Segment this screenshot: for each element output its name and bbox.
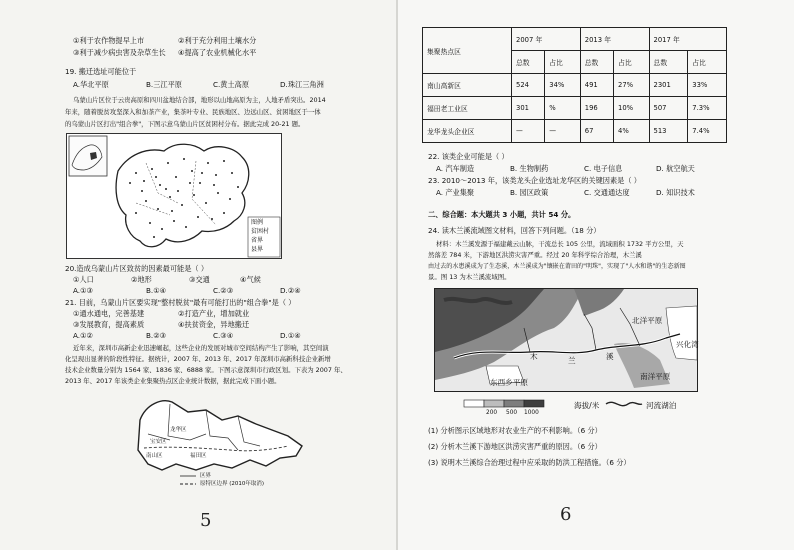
q19-option-d: D.珠江三角洲 [280, 80, 324, 89]
q22-option-b: B. 生物制药 [510, 164, 549, 173]
page-fold [396, 0, 398, 550]
q24-part-3: (3) 说明木兰溪综合治理过程中应采取的防洪工程措施。（6 分） [428, 458, 631, 467]
q23-option-a: A. 产业集聚 [436, 188, 475, 197]
table-row [423, 120, 727, 143]
q24-material-3: 由过去的水患溪成为了生态溪，木兰溪成为"镶嵌在莆田的"明珠"，实现了"人水和谐"的生态新图 [428, 263, 686, 270]
passage-shenzhen-2: 化呈现出显著的阶段性特征。据统计，2007 年、2013 年、2017 年深圳市高新科技企业新增 [65, 355, 331, 363]
q20-stem: 20.造成乌蒙山片区致贫的因素最可能是（ ） [65, 264, 209, 273]
map-label-futian: 福田区 [190, 453, 207, 459]
q21-stem: 21. 目前，乌蒙山片区要实现"整村脱贫"最有可能打出的"组合拳"是（ ） [65, 298, 296, 307]
table-cell: 4% [614, 120, 650, 143]
elevation-legend-unit: 海拔/米 [574, 401, 600, 410]
table-header-cell: 2007 年 [512, 28, 581, 51]
enterprise-cluster-table [422, 27, 727, 143]
q21-option-c: C.③④ [213, 331, 234, 340]
table-cell: — [512, 120, 545, 143]
q19-option-b: B.三江平原 [146, 80, 182, 89]
map-label-river-char-1: 木 [530, 352, 538, 361]
q18-option-4: ④提高了农业机械化水平 [178, 48, 257, 57]
table-cell: 33% [688, 74, 727, 97]
q22-option-a: A. 汽车制造 [436, 164, 475, 173]
elevation-tick-1000: 1000 [524, 410, 539, 416]
map-label-river-char-3: 溪 [606, 352, 614, 361]
table-cell: 34% [545, 74, 581, 97]
map-label-nanyang-plain: 南洋平原 [640, 372, 671, 381]
table-cell: 507 [649, 97, 688, 120]
table-header-cell: 集聚热点区 [423, 28, 512, 74]
map-legend-district-boundary: 区界 [200, 473, 212, 479]
map-label-beiyang-plain: 北洋平原 [632, 316, 663, 325]
q19-option-c: C.黄土高原 [213, 80, 250, 89]
table-row-label: 龙华龙头企业区 [423, 120, 512, 143]
passage-shenzhen-4: 2013 年、2017 年该类企业集聚热点区企业统计数据，据此完成下面小题。 [65, 377, 281, 385]
q22-option-c: C. 电子信息 [584, 164, 623, 173]
q21-option-b: B.②③ [146, 331, 167, 340]
map-label-xinghua-bay: 兴化湾 [676, 340, 699, 349]
q23-option-c: C. 交通通达度 [584, 188, 630, 197]
table-cell: 524 [512, 74, 545, 97]
river-lake-legend: 河流湖泊 [646, 401, 677, 410]
q20-option-d: D.②④ [280, 286, 301, 295]
q24-material-4: 景。图 13 为木兰溪流域图。 [428, 273, 511, 281]
table-subheader-cell: 占比 [614, 51, 650, 74]
q21-item-2: ②打造产业，增加就业 [178, 309, 250, 318]
section-heading: 二、综合题：本大题共 3 小题，共计 54 分。 [428, 210, 576, 219]
map-legend-special-zone-boundary: 原特区边界 (2010年取消) [200, 481, 265, 487]
q24-part-2: (2) 分析木兰溪下游地区洪涝灾害严重的原因。（6 分） [428, 442, 602, 451]
table-row-label: 福田老工业区 [423, 97, 512, 120]
table-subheader-cell: 总数 [512, 51, 545, 74]
elevation-tick-200: 200 [486, 410, 498, 416]
table-cell: % [545, 97, 581, 120]
map-legend-provincial-boundary: 省界 [251, 237, 264, 244]
q21-option-d: D.①④ [280, 331, 301, 340]
table-subheader-cell: 总数 [580, 51, 613, 74]
map-label-river-char-2: 兰 [568, 356, 576, 365]
q22-stem: 22. 该类企业可能是（ ） [428, 152, 509, 161]
passage-shenzhen-3: 技术企业数量分别为 1564 家、1836 家、6888 家。下图示意深圳市行政区划。下表为 2007 年、 [65, 366, 347, 374]
q23-stem: 23. 2010～2013 年，该类龙头企业选址龙华区的关键因素是（ ） [428, 176, 641, 185]
q20-option-b: B.①④ [146, 286, 167, 295]
q18-option-1: ①利于农作物提早上市 [73, 36, 145, 45]
page-number-right: 6 [560, 504, 572, 525]
table-subheader-cell: 占比 [688, 51, 727, 74]
q24-material-1: 材料：木兰溪发源于福建戴云山脉，干流总长 105 公里，流域面积 1732 平方公里，天 [436, 240, 684, 248]
q19-stem: 19. 搬迁选址可能位于 [65, 67, 137, 76]
table-header-row [423, 28, 727, 51]
q21-option-a: A.①② [73, 331, 93, 340]
table-cell: 491 [580, 74, 613, 97]
q20-option-c: C.②③ [213, 286, 234, 295]
q24-stem: 24. 读木兰溪流域图文材料，回答下列问题。（18 分） [428, 226, 601, 235]
q21-item-3: ③发展教育，提高素质 [73, 320, 145, 329]
table-cell: 7.4% [688, 120, 727, 143]
passage-wumeng-2: 年来，随着脱贫攻坚深入和加茶产业，集茶叶专业、民族地区、边远山区、贫困地区于一体 [65, 108, 321, 116]
passage-wumeng-1: 乌蒙山片区位于云贵高原和四川盆地结合部，地形以山地高原为主，人地矛盾突出。2014 [73, 96, 326, 104]
map-label-nanshan: 南山区 [146, 453, 163, 459]
q21-item-1: ①通水通电，完善基建 [73, 309, 145, 318]
table-cell: 513 [649, 120, 688, 143]
table-row [423, 97, 727, 120]
map-legend-poor-village: 贫困村 [251, 228, 270, 235]
q22-option-d: D. 航空航天 [656, 164, 695, 173]
q18-option-2: ②利于充分利用土壤水分 [178, 36, 257, 45]
passage-wumeng-3: 的乌蒙山片区打出"组合拳"，下图示意乌蒙山片区贫困村分布。据此完成 20-21 题。 [65, 120, 305, 128]
q20-item-2: ②地形 [131, 275, 152, 284]
table-cell: — [545, 120, 581, 143]
q20-item-1: ①人口 [73, 275, 94, 284]
map-label-baoan: 宝安区 [150, 439, 167, 445]
table-subheader-cell: 占比 [545, 51, 581, 74]
table-cell: 67 [580, 120, 613, 143]
map-legend-county-boundary: 县界 [251, 246, 264, 253]
q21-item-4: ④扶贫资金，异地搬迁 [178, 320, 250, 329]
table-row [423, 74, 727, 97]
page-number-left: 5 [200, 510, 212, 531]
table-subheader-cell: 总数 [649, 51, 688, 74]
q19-option-a: A.华北平原 [73, 80, 109, 89]
table-cell: 27% [614, 74, 650, 97]
elevation-tick-500: 500 [506, 410, 518, 416]
table-cell: 10% [614, 97, 650, 120]
q23-option-b: B. 园区政策 [510, 188, 549, 197]
q20-item-3: ③交通 [189, 275, 210, 284]
table-cell: 301 [512, 97, 545, 120]
q24-material-2: 然落差 784 米，下游地区洪涝灾害严重。经过 20 年科学综合治理，木兰溪 [428, 251, 642, 259]
q23-option-d: D. 知识技术 [656, 188, 695, 197]
table-header-cell: 2013 年 [580, 28, 649, 51]
q20-option-a: A.①③ [73, 286, 93, 295]
table-cell: 196 [580, 97, 613, 120]
map-label-dongxixiang-plain: 东西乡平原 [490, 378, 528, 387]
table-cell: 7.3% [688, 97, 727, 120]
map-label-longhua: 龙华区 [170, 427, 187, 433]
q18-option-3: ③利于减少病虫害及杂草生长 [73, 48, 166, 57]
passage-shenzhen-1: 近年来，深圳市高新企业迅速崛起，这些企业的发展对城市空间结构产生了影响，其空间演 [73, 344, 329, 352]
table-header-cell: 2017 年 [649, 28, 726, 51]
q20-item-4: ④气候 [240, 275, 261, 284]
table-cell: 2301 [649, 74, 688, 97]
q24-part-1: (1) 分析图示区域地形对农业生产的不利影响。（6 分） [428, 426, 602, 435]
map-legend-title: 图例 [251, 219, 264, 226]
table-row-label: 南山高新区 [423, 74, 512, 97]
